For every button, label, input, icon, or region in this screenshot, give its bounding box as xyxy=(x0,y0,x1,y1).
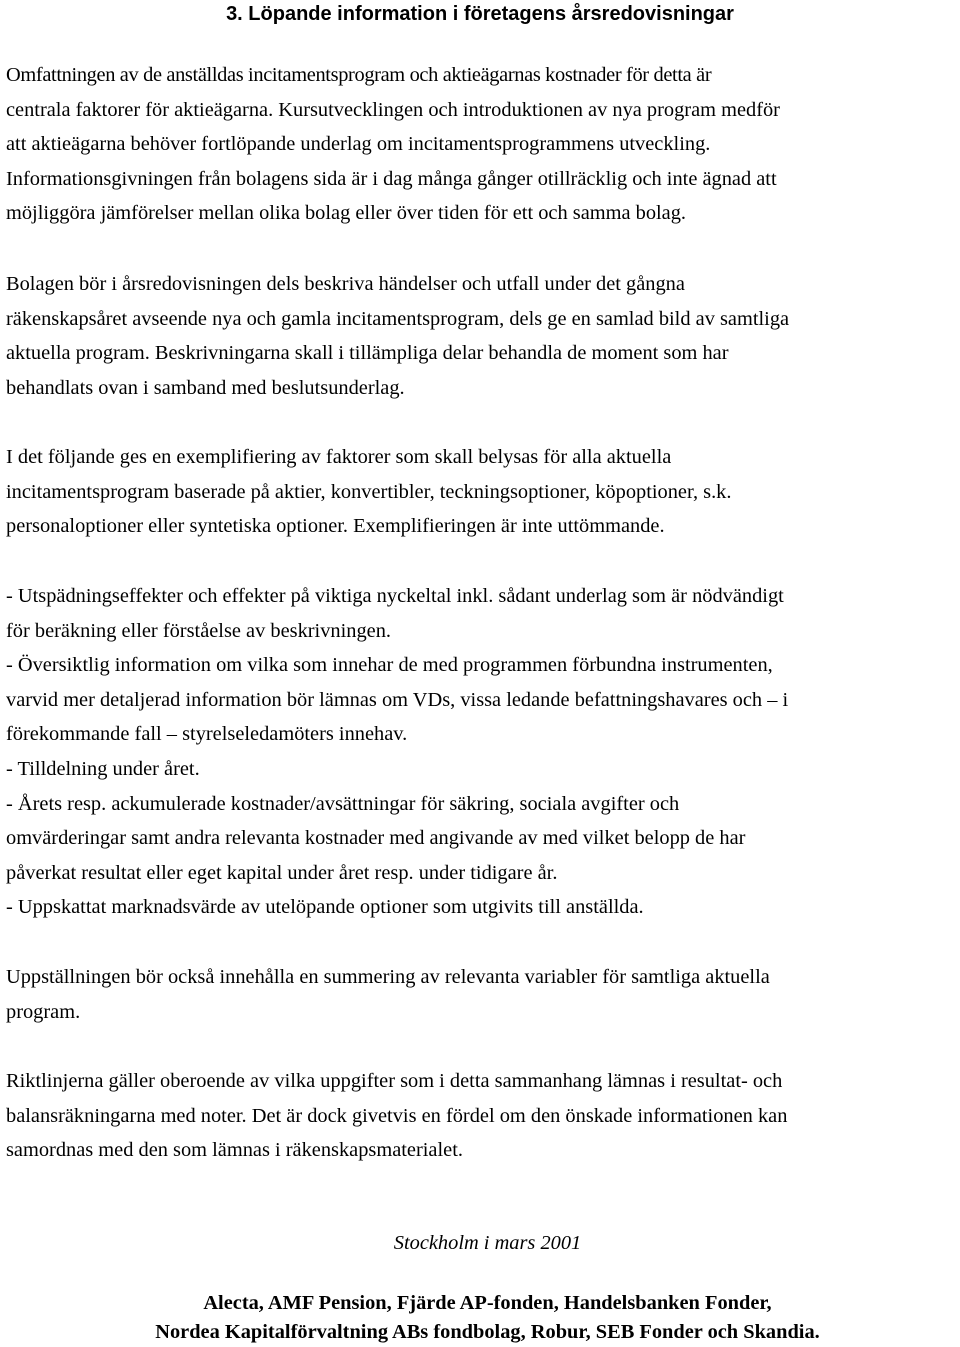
list-item-costs: - Årets resp. ackumulerade kostnader/avsättningar för säkring, sociala avgifter och xyxy=(6,792,680,815)
signatory-line: Alecta, AMF Pension, Fjärde AP-fonden, Handelsbanken Fonder, xyxy=(203,1292,772,1314)
list-item-holders-cont: förekommande fall – styrelseledamöters innehav. xyxy=(6,723,408,746)
list-item-dilution-cont: för beräkning eller förståelse av beskrivningen. xyxy=(6,619,392,642)
paragraph-incentive-scope xyxy=(6,58,958,231)
paragraph-guidelines xyxy=(6,1064,958,1168)
list-item-market-value: - Uppskattat marknadsvärde av utelöpande optioner som utgivits till anställda. xyxy=(6,896,644,919)
paragraph-summary xyxy=(6,960,958,1029)
list-item-allocation: - Tilldelning under året. xyxy=(6,757,200,780)
text-line: Bolagen bör i årsredovisningen dels beskriva händelser och utfall under det gångna xyxy=(6,273,685,295)
signatories xyxy=(0,1289,960,1347)
text-line: Uppställningen bör också innehålla en summering av relevanta variabler för samtliga aktuella xyxy=(6,966,770,988)
text-line: att aktieägarna behöver fortlöpande underlag om incitamentsprogrammens utveckling. xyxy=(6,133,711,156)
text-line: behandlats ovan i samband med beslutsunderlag. xyxy=(6,376,405,399)
text-line: räkenskapsåret avseende nya och gamla incitamentsprogram, dels ge en samlad bild av samtliga xyxy=(6,307,790,330)
place-date: Stockholm i mars 2001 xyxy=(393,1232,582,1254)
paragraph-annual-report xyxy=(6,267,958,405)
list-item-holders: - Översiktlig information om vilka som innehar de med programmen förbundna instrumenten, xyxy=(6,654,773,677)
text-line: aktuella program. Beskrivningarna skall i tillämpliga delar behandla de moment som har xyxy=(6,342,729,365)
list-item-holders-cont: varvid mer detaljerad information bör lämnas om VDs, vissa ledande befattningshavares och – i xyxy=(6,688,789,711)
text-line: program. xyxy=(6,1000,81,1023)
section-heading: 3. Löpande information i företagens årsredovisningar xyxy=(226,3,734,25)
text-line: personaloptioner eller syntetiska optioner. Exemplifieringen är inte uttömmande. xyxy=(6,515,665,538)
text-line: centrala faktorer för aktieägarna. Kursutvecklingen och introduktionen av nya program medför xyxy=(6,98,780,121)
text-line: Informationsgivningen från bolagens sida är i dag många gånger otillräcklig och inte ägnad att xyxy=(6,167,777,190)
paragraph-exemplification xyxy=(6,440,958,544)
text-line: balansräkningarna med noter. Det är dock givetvis en fördel om den önskade informationen kan xyxy=(6,1104,788,1127)
list-item-costs-cont: påverkat resultat eller eget kapital under året resp. under tidigare år. xyxy=(6,861,558,884)
text-line: Riktlinjerna gäller oberoende av vilka uppgifter som i detta sammanhang lämnas i resultat- och xyxy=(6,1070,783,1092)
factor-list xyxy=(6,579,958,925)
text-line: incitamentsprogram baserade på aktier, konvertibler, teckningsoptioner, köpoptioner, s.k. xyxy=(6,480,732,503)
text-line: samordnas med den som lämnas i räkenskapsmaterialet. xyxy=(6,1139,463,1162)
signatory-line: Nordea Kapitalförvaltning ABs fondbolag, Robur, SEB Fonder och Skandia. xyxy=(155,1321,820,1343)
list-item-costs-cont: omvärderingar samt andra relevanta kostnader med angivande av med vilket belopp de har xyxy=(6,827,746,850)
text-line: möjliggöra jämförelser mellan olika bolag eller över tiden för ett och samma bolag. xyxy=(6,202,687,225)
list-item-dilution: - Utspädningseffekter och effekter på viktiga nyckeltal inkl. sådant underlag som är nödvändigt xyxy=(6,585,784,607)
text-line: I det följande ges en exemplifiering av faktorer som skall belysas för alla aktuella xyxy=(6,446,672,468)
text-line: Omfattningen av de anställdas incitamentsprogram och aktieägarnas kostnader för detta är xyxy=(6,64,712,86)
